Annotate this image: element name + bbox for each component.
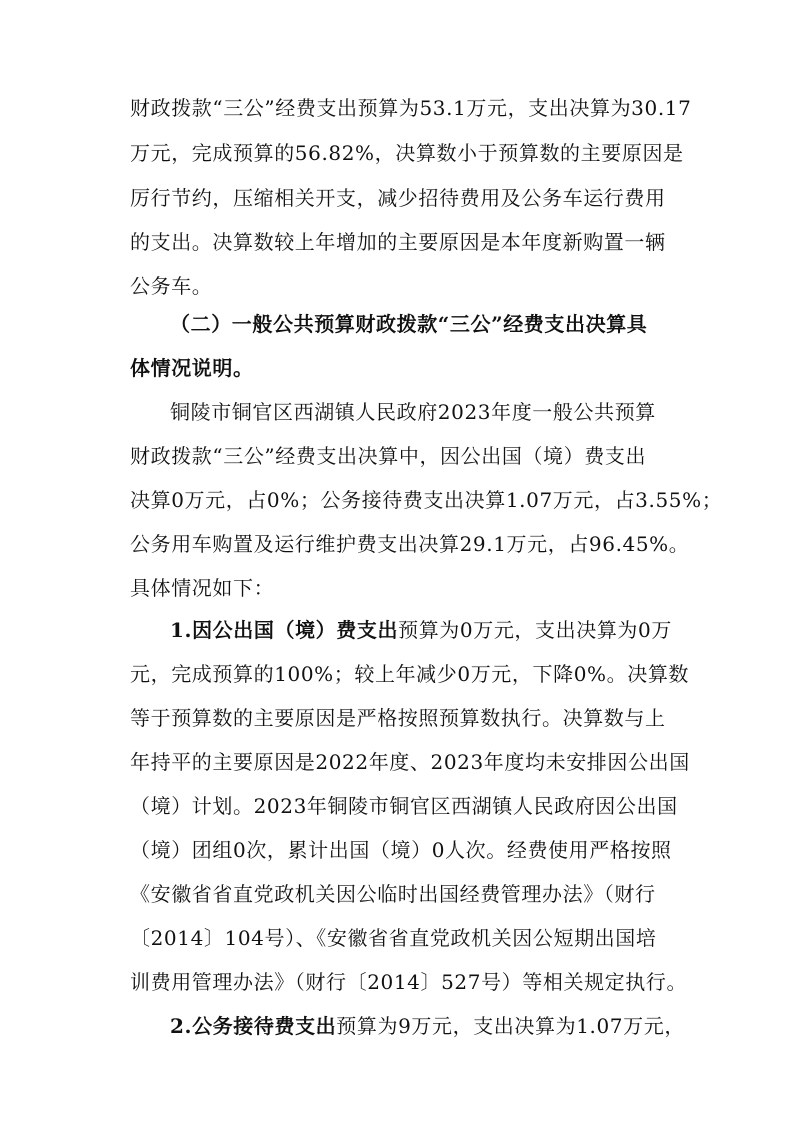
paragraph-2-line-1: 铜陵市铜官区西湖镇人民政府2023年度一般公共预算 [170, 400, 656, 424]
section-heading-line-2: 体情况说明。 [130, 356, 254, 380]
paragraph-1-line-3: 厉行节约，压缩相关开支，减少招待费用及公务车运行费用 [130, 186, 666, 210]
paragraph-3-line-2: 元，完成预算的100%；较上年减少0万元，下降0%。决算数 [130, 662, 690, 686]
paragraph-3-line-3: 等于预算数的主要原因是严格按照预算数执行。决算数与上 [130, 706, 666, 730]
paragraph-1-line-4: 的支出。决算数较上年增加的主要原因是本年度新购置一辆 [130, 230, 666, 254]
paragraph-1-line-2: 万元，完成预算的56.82%，决算数小于预算数的主要原因是 [130, 141, 684, 165]
paragraph-2-line-2: 财政拨款“三公”经费支出决算中，因公出国（境）费支出 [130, 444, 647, 468]
paragraph-1-line-5: 公务车。 [130, 274, 213, 298]
paragraph-3-line-6: （境）团组0次，累计出国（境）0人次。经费使用严格按照 [130, 838, 672, 862]
paragraph-2-line-3: 决算0万元，占0%；公务接待费支出决算1.07万元，占3.55%； [130, 488, 723, 512]
paragraph-3-line-4: 年持平的主要原因是2022年度、2023年度均未安排因公出国 [130, 750, 690, 774]
paragraph-1-line-1: 财政拨款“三公”经费支出预算为53.1万元，支出决算为30.17 [130, 96, 692, 120]
item-1-lead-text: 预算为0万元，支出决算为0万 [398, 618, 672, 642]
paragraph-3-line-7: 《安徽省省直党政机关因公临时出国经费管理办法》（财行 [130, 882, 656, 906]
section-heading-line-1: （二）一般公共预算财政拨款“三公”经费支出决算具 [170, 312, 648, 336]
paragraph-4-line-1 [170, 1012, 793, 1040]
paragraph-2-line-5: 具体情况如下： [130, 576, 275, 600]
item-2-lead-text: 预算为9万元，支出决算为1.07万元， [336, 1014, 685, 1038]
item-2-heading: 2.公务接待费支出 [170, 1014, 337, 1038]
paragraph-2-line-4: 公务用车购置及运行维护费支出决算29.1万元，占96.45%。 [130, 532, 690, 556]
item-1-heading: 1.因公出国（境）费支出 [170, 618, 399, 642]
paragraph-3-line-5: （境）计划。2023年铜陵市铜官区西湖镇人民政府因公出国 [130, 794, 678, 818]
paragraph-3-line-1 [170, 616, 793, 644]
paragraph-3-line-9: 训费用管理办法》（财行〔2014〕527号）等相关规定执行。 [130, 970, 688, 994]
paragraph-3-line-8: 〔2014〕104号）、《安徽省省直党政机关因公短期出国培 [130, 926, 657, 950]
